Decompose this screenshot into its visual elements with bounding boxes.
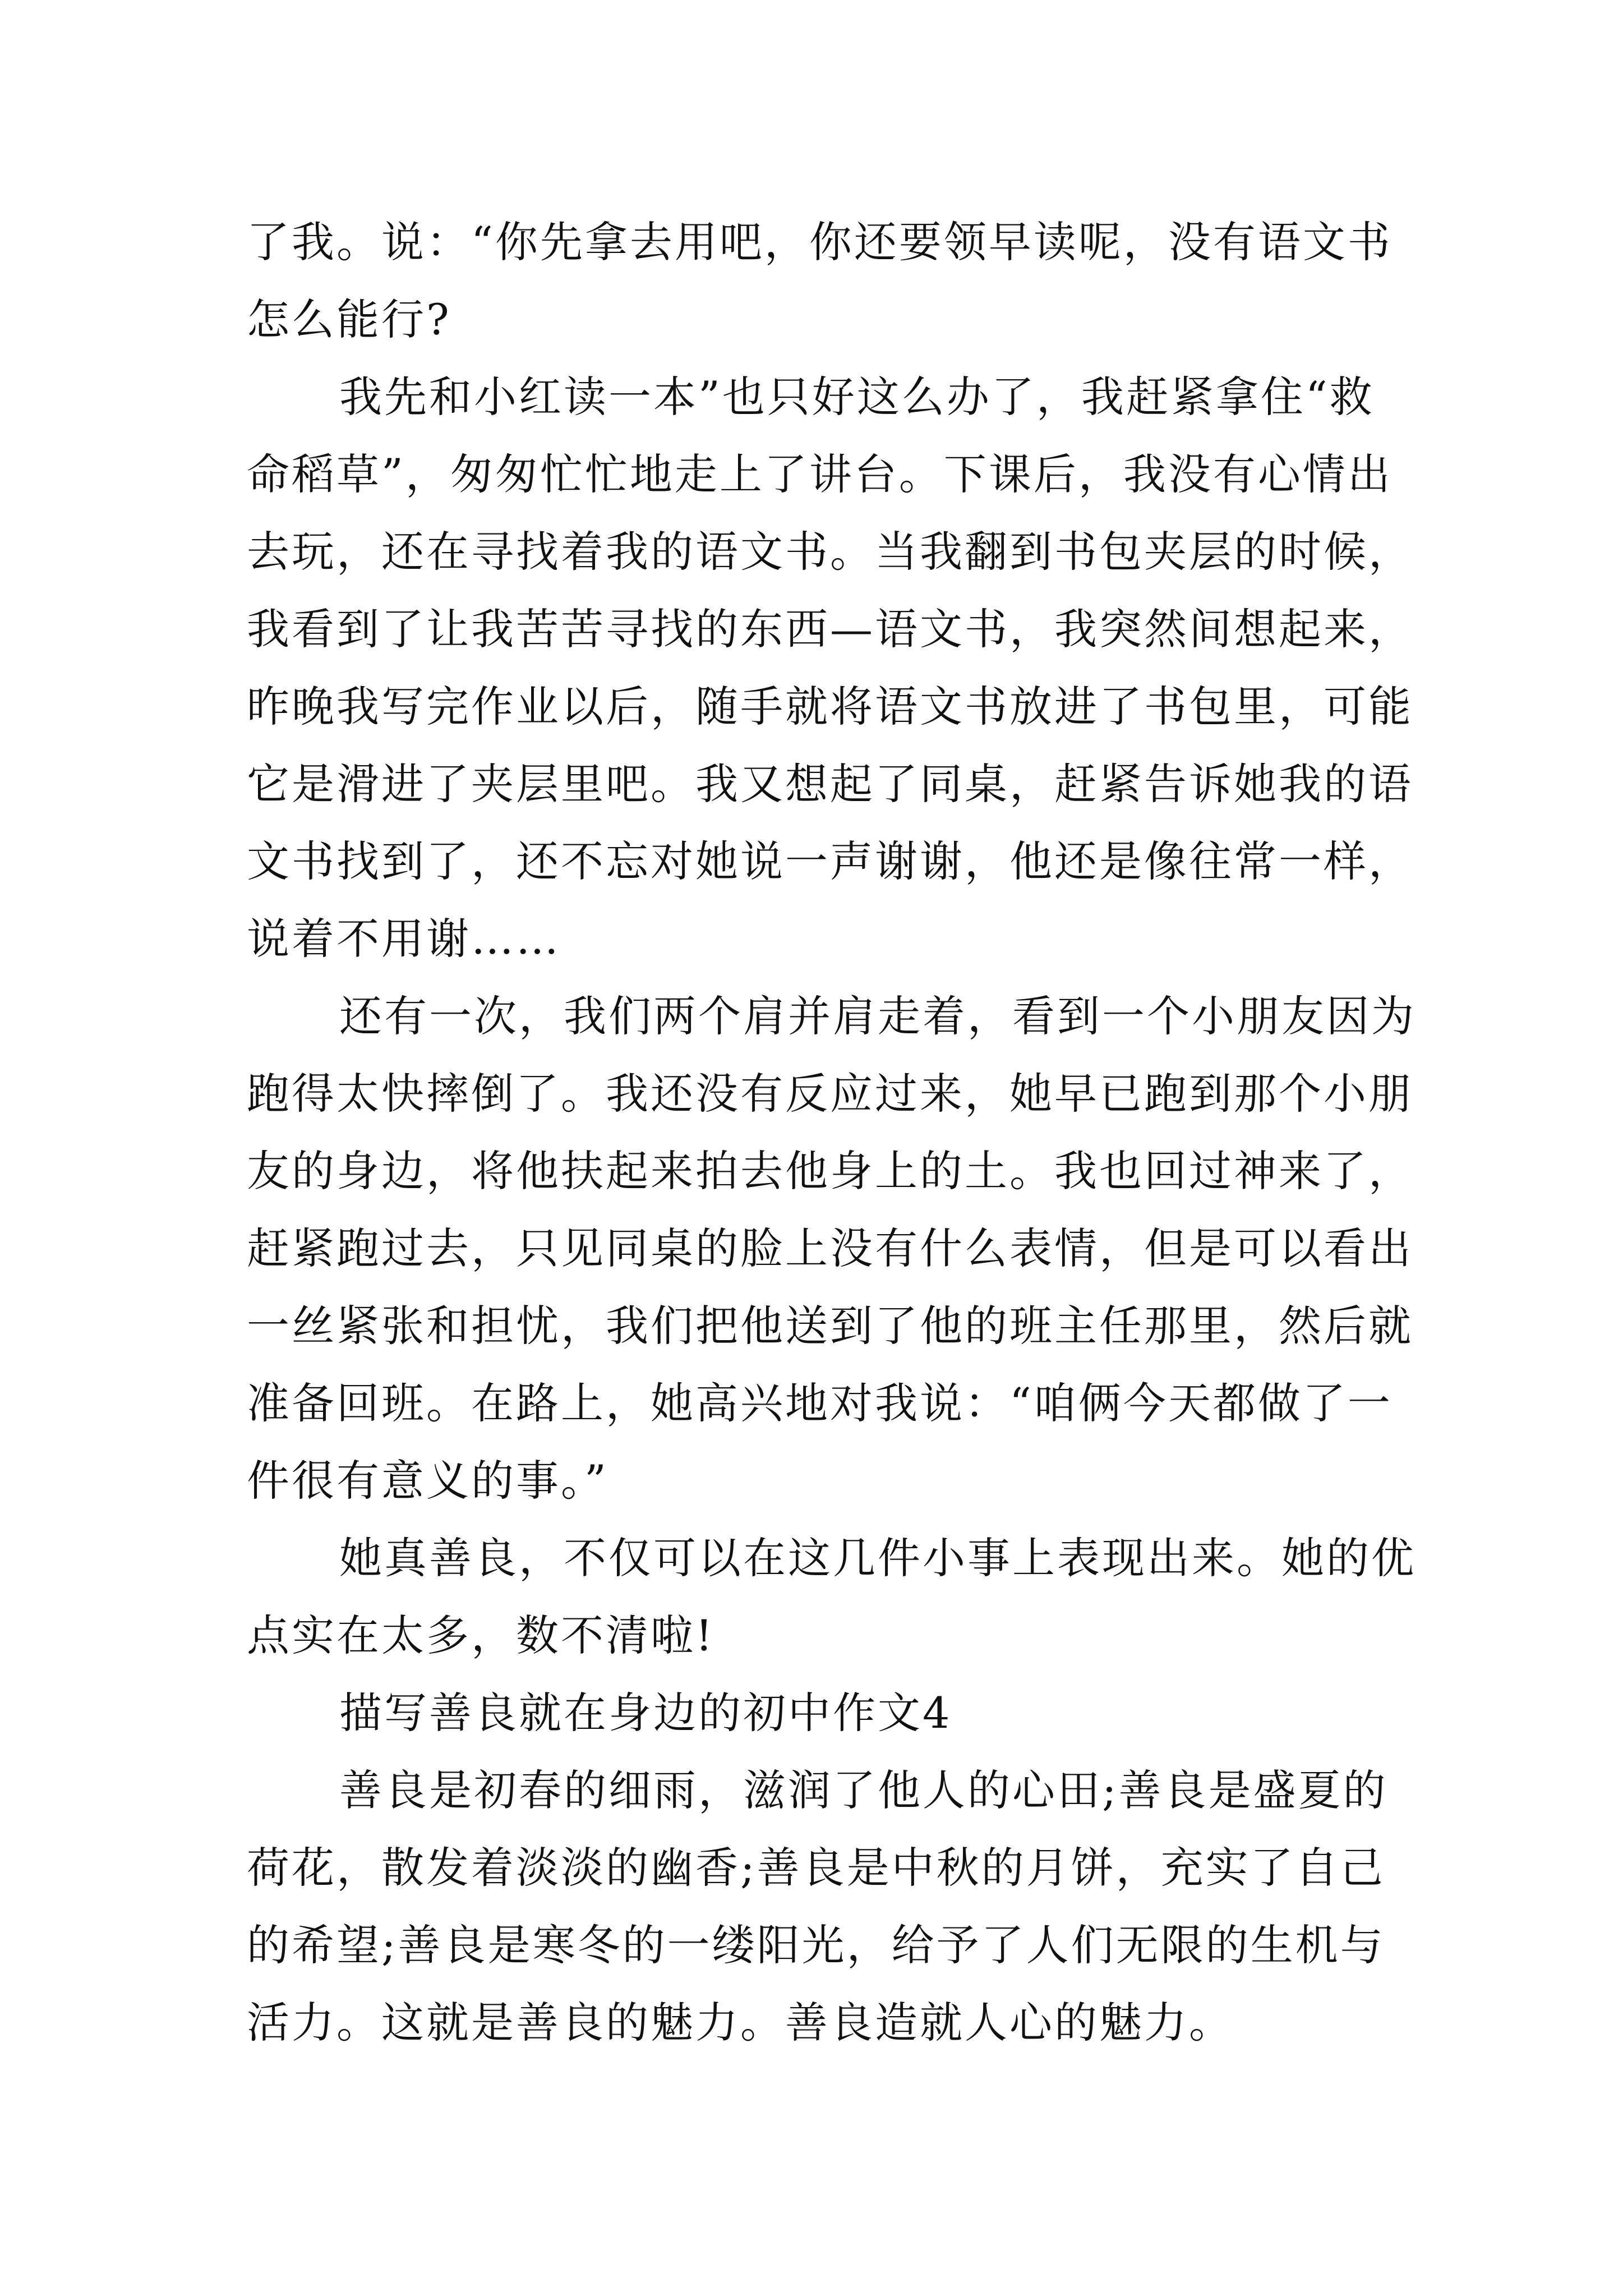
text-line-5: 去玩，还在寻找着我的语文书。当我翻到书包夹层的时候， — [247, 527, 1413, 577]
text-line-12: 跑得太快摔倒了。我还没有反应过来，她早已跑到那个小朋 — [247, 1069, 1413, 1119]
text-line-21: 善良是初春的细雨，滋润了他人的心田;善良是盛夏的 — [339, 1765, 1388, 1815]
text-line-4: 命稻草”，匆匆忙忙地走上了讲台。下课后，我没有心情出 — [247, 449, 1393, 499]
text-line-24: 活力。这就是善良的魅力。善良造就人心的魅力。 — [247, 1998, 1234, 2047]
text-line-23: 的希望;善良是寒冬的一缕阳光，给予了人们无限的生机与 — [247, 1920, 1385, 1970]
text-line-17: 件很有意义的事。” — [247, 1456, 608, 1506]
text-line-18: 她真善良，不仅可以在这几件小事上表现出来。她的优 — [339, 1533, 1416, 1583]
text-line-9: 文书找到了，还不忘对她说一声谢谢，他还是像往常一样， — [247, 836, 1413, 886]
text-line-2: 怎么能行? — [247, 295, 451, 344]
text-line-11: 还有一次，我们两个肩并肩走着，看到一个小朋友因为 — [339, 991, 1416, 1041]
text-line-22: 荷花，散发着淡淡的幽香;善良是中秋的月饼，充实了自己 — [247, 1843, 1385, 1893]
text-line-16: 准备回班。在路上，她高兴地对我说：“咱俩今天都做了一 — [247, 1378, 1393, 1428]
text-line-13: 友的身边，将他扶起来拍去他身上的土。我也回过神来了， — [247, 1146, 1413, 1196]
text-line-8: 它是滑进了夹层里吧。我又想起了同桌，赶紧告诉她我的语 — [247, 759, 1413, 809]
text-line-3: 我先和小红读一本”也只好这么办了，我赶紧拿住“救 — [339, 372, 1375, 422]
text-line-6: 我看到了让我苦苦寻找的东西—语文书，我突然间想起来， — [247, 604, 1413, 654]
text-line-10: 说着不用谢…… — [247, 914, 561, 964]
text-line-1: 了我。说：“你先拿去用吧，你还要领早读呢，没有语文书 — [247, 217, 1393, 267]
text-line-14: 赶紧跑过去，只见同桌的脸上没有什么表情，但是可以看出 — [247, 1223, 1413, 1273]
text-line-19: 点实在太多，数不清啦! — [247, 1611, 715, 1660]
text-line-7: 昨晚我写完作业以后，随手就将语文书放进了书包里，可能 — [247, 682, 1413, 731]
text-line-15: 一丝紧张和担忧，我们把他送到了他的班主任那里，然后就 — [247, 1301, 1413, 1351]
section-heading: 描写善良就在身边的初中作文4 — [339, 1688, 952, 1738]
